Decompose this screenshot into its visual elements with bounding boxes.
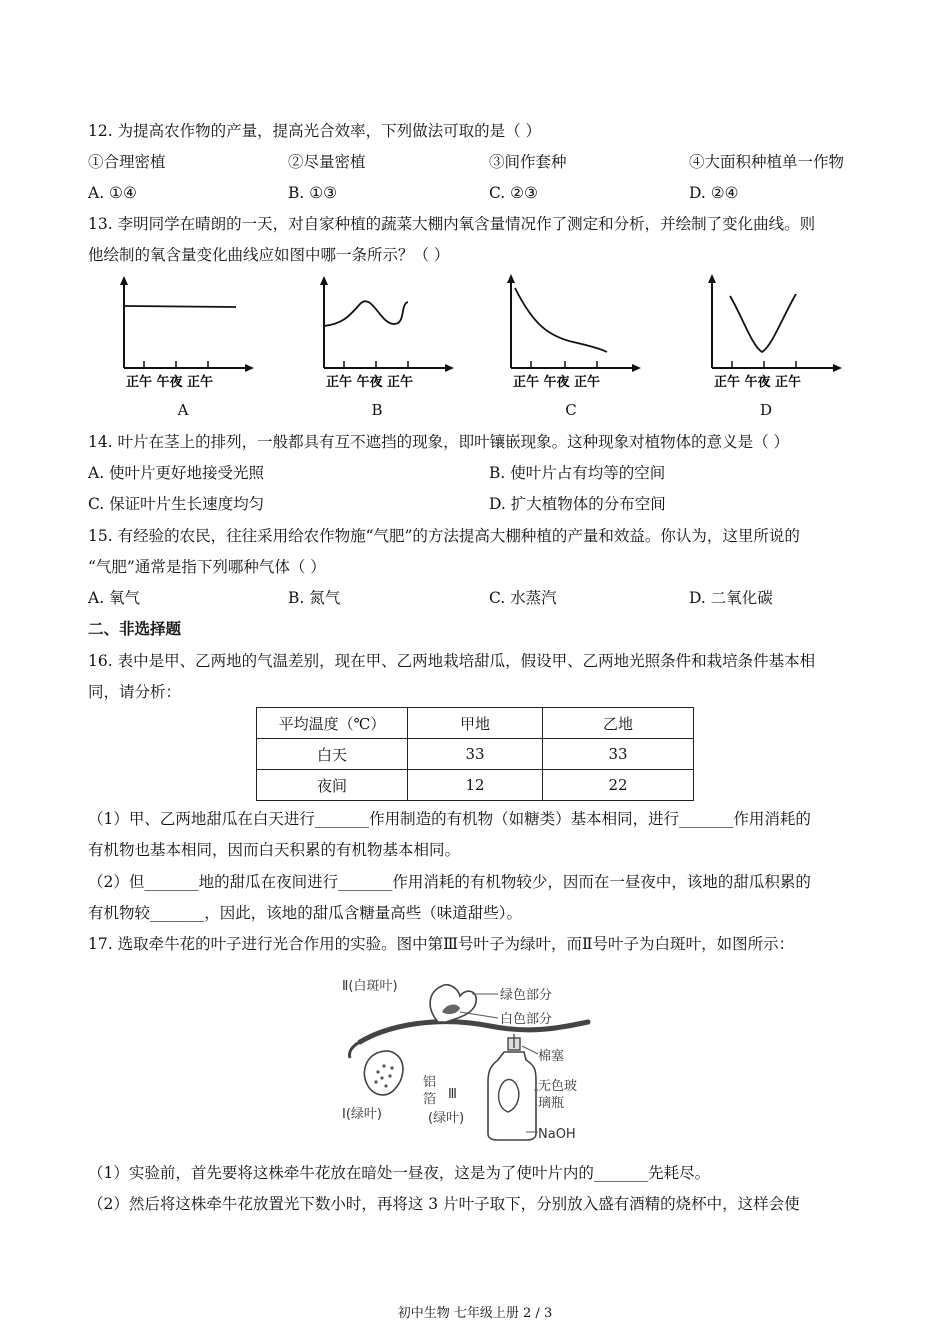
graph-d-label: D xyxy=(759,401,773,419)
q14-option-b: B. 使叶片占有均等的空间 xyxy=(489,464,666,482)
q13-stem-line1: 13. 李明同学在晴朗的一天，对自家种植的蔬菜大棚内氧含量情况作了测定和分析，并绘制了变化曲线。则 xyxy=(88,215,816,233)
label-foil-line1: 铝 xyxy=(423,1075,437,1090)
q16-part1-line1: （1）甲、乙两地甜瓜在白天进行_______作用制造的有机物（如糖类）基本相同，进行_______作用消耗的 xyxy=(88,810,811,828)
table-cell: 夜间 xyxy=(257,770,408,801)
q17-part1: （1）实验前，首先要将这株牵牛花放在暗处一昼夜，这是为了使叶片内的_______先耗尽。 xyxy=(88,1164,711,1182)
q16-stem-line1: 16. 表中是甲、乙两地的气温差别，现在甲、乙两地栽培甜瓜，假设甲、乙两地光照条件和栽培条件基本相 xyxy=(88,652,816,670)
graph-c-label: C xyxy=(565,401,577,419)
q14-option-c: C. 保证叶片生长速度均匀 xyxy=(88,495,265,513)
label-leaf-3-green: (绿叶) xyxy=(428,1111,465,1126)
graph-a-label: A xyxy=(177,401,189,419)
morning-glory-experiment-figure xyxy=(330,972,610,1147)
graph-b-label: B xyxy=(371,401,383,419)
oxygen-graph-c xyxy=(503,274,643,394)
graph-c-xaxis-label: 正午 午夜 正午 xyxy=(513,375,601,390)
q16-stem-line2: 同，请分析： xyxy=(88,683,182,701)
label-leaf-3: Ⅲ xyxy=(448,1087,457,1102)
graph-d-xaxis-label: 正午 午夜 正午 xyxy=(714,375,802,390)
q13-stem-line2: 他绘制的氧含量变化曲线应如图中哪一条所示？（ ） xyxy=(88,246,450,264)
label-jar-line2: 璃瓶 xyxy=(538,1096,565,1111)
label-cotton-plug: 棉塞 xyxy=(538,1049,565,1064)
label-foil-line2: 箔 xyxy=(423,1092,437,1107)
section-heading: 二、非选择题 xyxy=(88,619,182,638)
q12-item-2: ②尽量密植 xyxy=(288,153,366,171)
q12-item-3: ③间作套种 xyxy=(489,153,567,171)
table-header-row xyxy=(257,708,694,739)
table-header-cell: 甲地 xyxy=(408,708,543,739)
oxygen-graph-d xyxy=(704,274,844,394)
oxygen-graph-a xyxy=(116,276,256,394)
q15-stem-line2: “气肥”通常是指下列哪种气体（ ） xyxy=(88,558,326,576)
q14-option-a: A. 使叶片更好地接受光照 xyxy=(88,464,265,482)
q12-options xyxy=(88,183,878,203)
q14-options-row2 xyxy=(88,494,878,514)
q14-option-d: D. 扩大植物体的分布空间 xyxy=(489,495,666,513)
table-header-cell: 乙地 xyxy=(543,708,694,739)
q15-stem-line1: 15. 有经验的农民，往往采用给农作物施“气肥”的方法提高大棚种植的产量和效益。你认为，这里所说的 xyxy=(88,527,800,545)
label-jar-line1: 无色玻 xyxy=(538,1079,578,1094)
q12-items xyxy=(88,152,878,172)
label-leaf-2: Ⅱ(白斑叶) xyxy=(342,979,398,994)
label-green-part: 绿色部分 xyxy=(500,988,553,1003)
table-header-cell: 平均温度（℃） xyxy=(257,708,408,739)
label-leaf-1: Ⅰ(绿叶) xyxy=(342,1107,382,1122)
q16-part2-line1: （2）但_______地的甜瓜在夜间进行_______作用消耗的有机物较少，因而在一昼夜中，该地的甜瓜积累的 xyxy=(88,873,811,891)
table-cell: 12 xyxy=(408,770,543,801)
q15-option-d: D. 二氧化碳 xyxy=(689,589,773,607)
table-cell: 33 xyxy=(543,739,694,770)
q15-option-a: A. 氧气 xyxy=(88,589,141,607)
q12-option-d: D. ②④ xyxy=(689,184,739,202)
q12-stem: 12. 为提高农作物的产量，提高光合效率，下列做法可取的是（ ） xyxy=(88,122,542,140)
label-white-part: 白色部分 xyxy=(500,1012,553,1027)
q15-option-c: C. 水蒸汽 xyxy=(489,589,557,607)
q12-item-1: ①合理密植 xyxy=(88,153,166,171)
q14-stem: 14. 叶片在茎上的排列，一般都具有互不遮挡的现象，即叶镶嵌现象。这种现象对植物体的意义是（ ） xyxy=(88,433,790,451)
graph-a-xaxis-label: 正午 午夜 正午 xyxy=(126,375,214,390)
temperature-table xyxy=(256,707,694,801)
q12-option-b: B. ①③ xyxy=(288,184,338,202)
q17-part2: （2）然后将这株牵牛花放置光下数小时，再将这 3 片叶子取下，分别放入盛有酒精的烧杯中，这样会使 xyxy=(88,1195,800,1213)
q17-stem: 17. 选取牵牛花的叶子进行光合作用的实验。图中第Ⅲ号叶子为绿叶，而Ⅱ号叶子为白斑叶，如图所示： xyxy=(88,935,795,953)
q12-item-4: ④大面积种植单一作物 xyxy=(689,153,845,171)
table-cell: 22 xyxy=(543,770,694,801)
q16-part1-line2: 有机物也基本相同，因而白天积累的有机物基本相同。 xyxy=(88,841,461,859)
q12-option-c: C. ②③ xyxy=(489,184,538,202)
table-cell: 33 xyxy=(408,739,543,770)
graph-b-xaxis-label: 正午 午夜 正午 xyxy=(326,375,414,390)
label-naoh: NaOH xyxy=(538,1127,576,1142)
q16-part2-line2: 有机物较_______，因此，该地的甜瓜含糖量高些（味道甜些）。 xyxy=(88,904,523,922)
q15-option-b: B. 氮气 xyxy=(288,589,341,607)
q15-options xyxy=(88,588,878,608)
q12-option-a: A. ①④ xyxy=(88,184,137,202)
table-row xyxy=(257,739,694,770)
oxygen-graph-b xyxy=(316,276,456,394)
q14-options-row1 xyxy=(88,463,878,483)
table-row xyxy=(257,770,694,801)
table-cell: 白天 xyxy=(257,739,408,770)
page-footer: 初中生物 七年级上册 2 / 3 xyxy=(397,1306,553,1321)
